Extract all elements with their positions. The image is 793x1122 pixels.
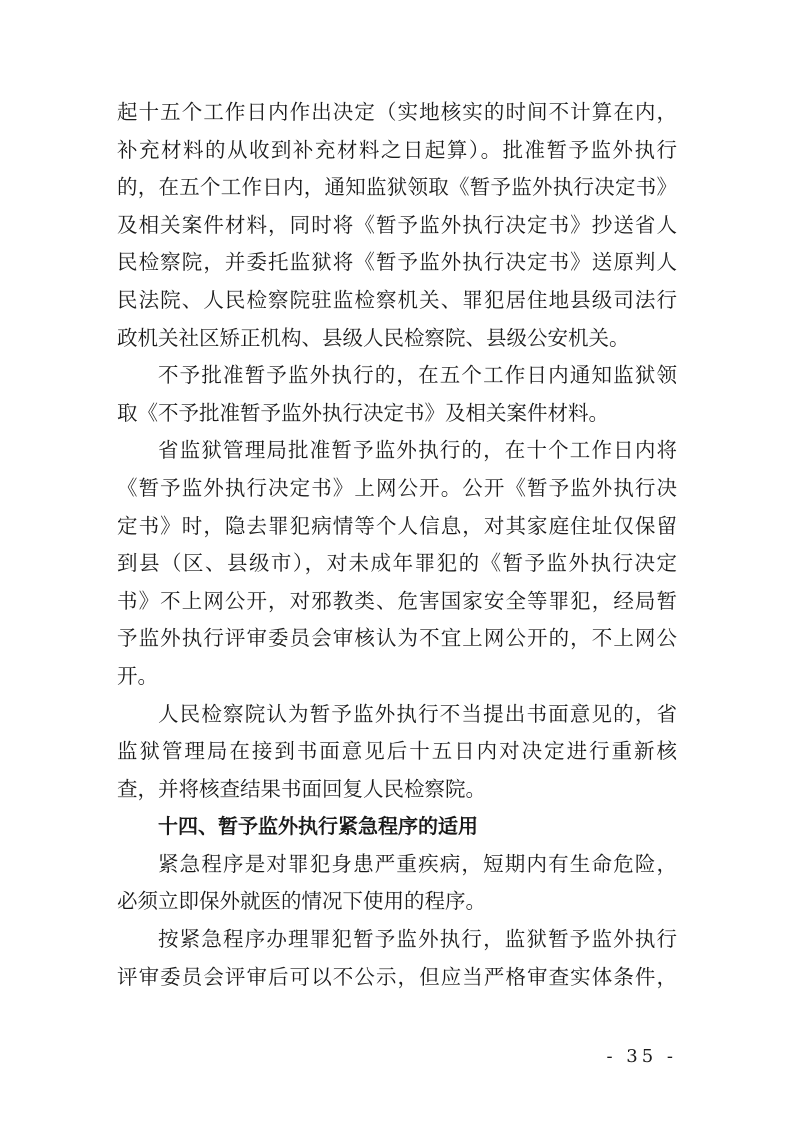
paragraph-line: 的，在五个工作日内，通知监狱领取《暂予监外执行决定书》 — [117, 175, 677, 200]
section-heading: 十四、暂予监外执行紧急程序的适用 — [158, 814, 478, 839]
paragraph-line: 查，并将核查结果书面回复人民检察院。 — [117, 776, 486, 801]
paragraph-3 — [117, 432, 677, 695]
paragraph-line: 补充材料的从收到补充材料之日起算）。批准暂予监外执行 — [117, 137, 677, 162]
paragraph-1 — [117, 94, 677, 357]
paragraph-line: 《暂予监外执行决定书》上网公开。公开《暂予监外执行决 — [117, 475, 677, 500]
paragraph-line: 开。 — [117, 663, 158, 688]
paragraph-line: 予监外执行评审委员会审核认为不宜上网公开的，不上网公 — [117, 626, 677, 651]
paragraph-6 — [117, 921, 677, 996]
paragraph-line: 不予批准暂予监外执行的，在五个工作日内通知监狱领 — [158, 363, 677, 388]
paragraph-line: 取《不予批准暂予监外执行决定书》及相关案件材料。 — [117, 400, 609, 425]
paragraph-line: 民检察院，并委托监狱将《暂予监外执行决定书》送原判人 — [117, 250, 677, 275]
paragraph-line: 省监狱管理局批准暂予监外执行的，在十个工作日内将 — [158, 438, 677, 463]
paragraph-line: 民法院、人民检察院驻监检察机关、罪犯居住地县级司法行 — [117, 287, 677, 312]
paragraph-line: 及相关案件材料，同时将《暂予监外执行决定书》抄送省人 — [117, 212, 677, 237]
paragraph-line: 必须立即保外就医的情况下使用的程序。 — [117, 889, 486, 914]
paragraph-line: 评审委员会评审后可以不公示，但应当严格审查实体条件， — [117, 964, 677, 989]
paragraph-line: 定书》时，隐去罪犯病情等个人信息，对其家庭住址仅保留 — [117, 513, 677, 538]
body-text — [117, 94, 677, 996]
paragraph-line: 人民检察院认为暂予监外执行不当提出书面意见的，省 — [158, 701, 677, 726]
paragraph-line: 到县（区、县级市），对未成年罪犯的《暂予监外执行决定 — [117, 551, 677, 576]
paragraph-line: 紧急程序是对罪犯身患严重疾病，短期内有生命危险， — [158, 851, 677, 876]
paragraph-2 — [117, 357, 677, 432]
paragraph-line: 按紧急程序办理罪犯暂予监外执行，监狱暂予监外执行 — [158, 927, 677, 952]
paragraph-line: 起十五个工作日内作出决定（实地核实的时间不计算在内， — [117, 100, 677, 124]
paragraph-line: 书》不上网公开，对邪教类、危害国家安全等罪犯，经局暂 — [117, 588, 677, 613]
paragraph-line: 政机关社区矫正机构、县级人民检察院、县级公安机关。 — [117, 325, 630, 350]
paragraph-4 — [117, 696, 677, 809]
page-number: - 35 - — [606, 1046, 677, 1067]
paragraph-line: 监狱管理局在接到书面意见后十五日内对决定进行重新核 — [117, 739, 677, 764]
paragraph-5 — [117, 846, 677, 921]
